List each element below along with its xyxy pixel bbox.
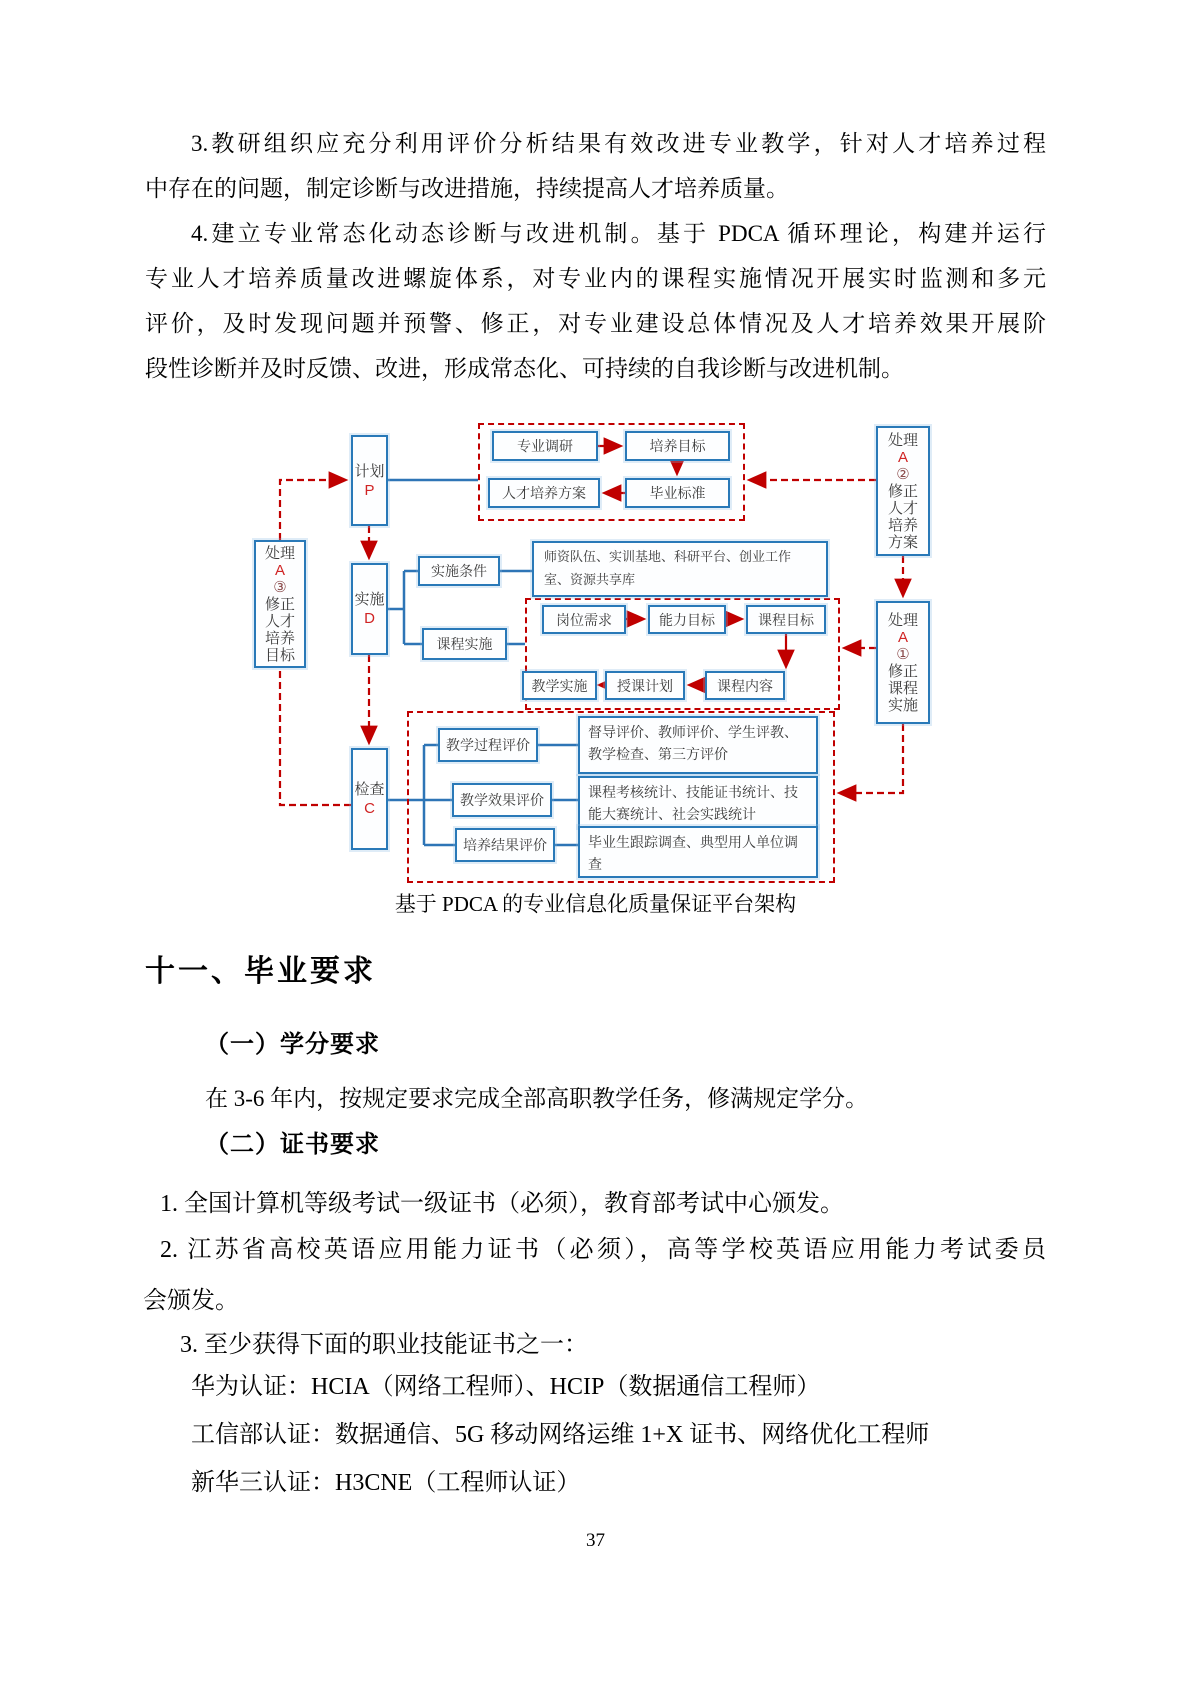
figure-caption: 基于 PDCA 的专业信息化质量保证平台架构 xyxy=(394,892,797,916)
handle-a3-box xyxy=(254,540,306,668)
subsection-certificate-heading: （二）证书要求 xyxy=(205,1131,380,1158)
check-letter: C xyxy=(364,800,375,817)
plan-letter: P xyxy=(364,481,375,499)
cert-item-2-line2: 会颁发。 xyxy=(143,1288,239,1314)
course-implementation-box: 课程实施 xyxy=(422,628,507,660)
cert-miit: 工信部认证：数据通信、5G 移动网络运维 1+X 证书、网络优化工程师 xyxy=(191,1422,930,1448)
paragraph-3 xyxy=(145,121,1046,211)
course-goal-box: 课程目标 xyxy=(746,605,826,634)
paragraph-3-line1: 3.教研组织应充分利用评价分析结果有效改进专业教学，针对人才培养过程 xyxy=(191,131,1046,156)
pdca-flowchart xyxy=(140,398,1060,890)
graduation-standard-box: 毕业标准 xyxy=(625,478,730,508)
handle-a1-num: ① xyxy=(896,645,910,663)
handle-a2-head: 处理 xyxy=(887,431,918,449)
check-label: 检查 xyxy=(354,781,385,798)
training-scheme-box: 人才培养方案 xyxy=(488,478,600,508)
result-evaluation-box: 培养结果评价 xyxy=(455,828,555,862)
cert-item-2-line1: 2. 江苏省高校英语应用能力证书（必须），高等学校英语应用能力考试委员 xyxy=(160,1237,1046,1263)
process-evaluation-box: 教学过程评价 xyxy=(438,728,538,762)
resources-box: 师资队伍、实训基地、科研平台、创业工作室、资源共享库 xyxy=(532,541,828,597)
handle-a3-head: 处理 xyxy=(264,544,295,562)
do-box xyxy=(351,563,388,655)
do-letter: D xyxy=(364,610,375,627)
ability-goal-box: 能力目标 xyxy=(648,605,726,634)
plan-box xyxy=(351,435,388,526)
check-box xyxy=(351,748,388,850)
cert-huawei: 华为认证：HCIA（网络工程师）、HCIP（数据通信工程师） xyxy=(191,1374,821,1400)
paragraph-4-line1: 4.建立专业常态化动态诊断与改进机制。基于 PDCA 循环理论，构建并运行 xyxy=(191,221,1046,246)
paragraph-4-line4: 段性诊断并及时反馈、改进，形成常态化、可持续的自我诊断与改进机制。 xyxy=(145,356,904,381)
handle-a3-letter: A xyxy=(274,561,285,579)
effect-evaluation-detail-box: 课程考核统计、技能证书统计、技能大赛统计、社会实践统计 xyxy=(578,776,818,828)
handle-a2-body: 修正人才培养方案 xyxy=(887,482,918,551)
paragraph-4 xyxy=(145,211,1046,391)
plan-label: 计划 xyxy=(354,462,385,480)
handle-a1-box xyxy=(876,601,930,724)
handle-a3-num: ③ xyxy=(273,578,287,596)
teaching-implementation-box: 教学实施 xyxy=(522,671,597,700)
cert-h3c: 新华三认证：H3CNE（工程师认证） xyxy=(191,1470,581,1496)
handle-a1-body: 修正课程实施 xyxy=(887,662,918,714)
effect-evaluation-box: 教学效果评价 xyxy=(452,783,552,817)
page-number: 37 xyxy=(586,1530,605,1551)
cert-item-3: 3. 至少获得下面的职业技能证书之一： xyxy=(180,1332,588,1358)
process-evaluation-detail-box: 督导评价、教师评价、学生评教、教学检查、第三方评价 xyxy=(578,716,818,774)
training-goal-box: 培养目标 xyxy=(625,431,730,461)
paragraph-3-line2: 中存在的问题，制定诊断与改进措施，持续提高人才培养质量。 xyxy=(145,176,789,201)
handle-a1-letter: A xyxy=(897,628,908,646)
paragraph-4-line3: 评价，及时发现问题并预警、修正，对专业建设总体情况及人才培养效果开展阶 xyxy=(145,311,1046,336)
survey-box: 专业调研 xyxy=(492,431,598,461)
paragraph-4-line2: 专业人才培养质量改进螺旋体系，对专业内的课程实施情况开展实时监测和多元 xyxy=(145,266,1046,291)
post-demand-box: 岗位需求 xyxy=(542,605,626,634)
handle-a2-num: ② xyxy=(896,465,910,483)
section-heading: 十一、毕业要求 xyxy=(145,955,376,988)
handle-a2-letter: A xyxy=(897,448,908,466)
course-content-box: 课程内容 xyxy=(705,671,785,700)
do-label: 实施 xyxy=(354,591,385,608)
handle-a1-head: 处理 xyxy=(887,611,918,629)
result-evaluation-detail-box: 毕业生跟踪调查、典型用人单位调查 xyxy=(578,826,818,878)
credit-requirement-text: 在 3-6 年内，按规定要求完成全部高职教学任务，修满规定学分。 xyxy=(205,1086,869,1111)
cert-item-1: 1. 全国计算机等级考试一级证书（必须），教育部考试中心颁发。 xyxy=(160,1191,844,1217)
teaching-plan-box: 授课计划 xyxy=(605,671,685,700)
subsection-credit-heading: （一）学分要求 xyxy=(205,1031,380,1058)
implementation-condition-box: 实施条件 xyxy=(418,556,500,586)
handle-a3-body: 修正人才培养目标 xyxy=(264,595,295,664)
handle-a2-box xyxy=(876,426,930,556)
